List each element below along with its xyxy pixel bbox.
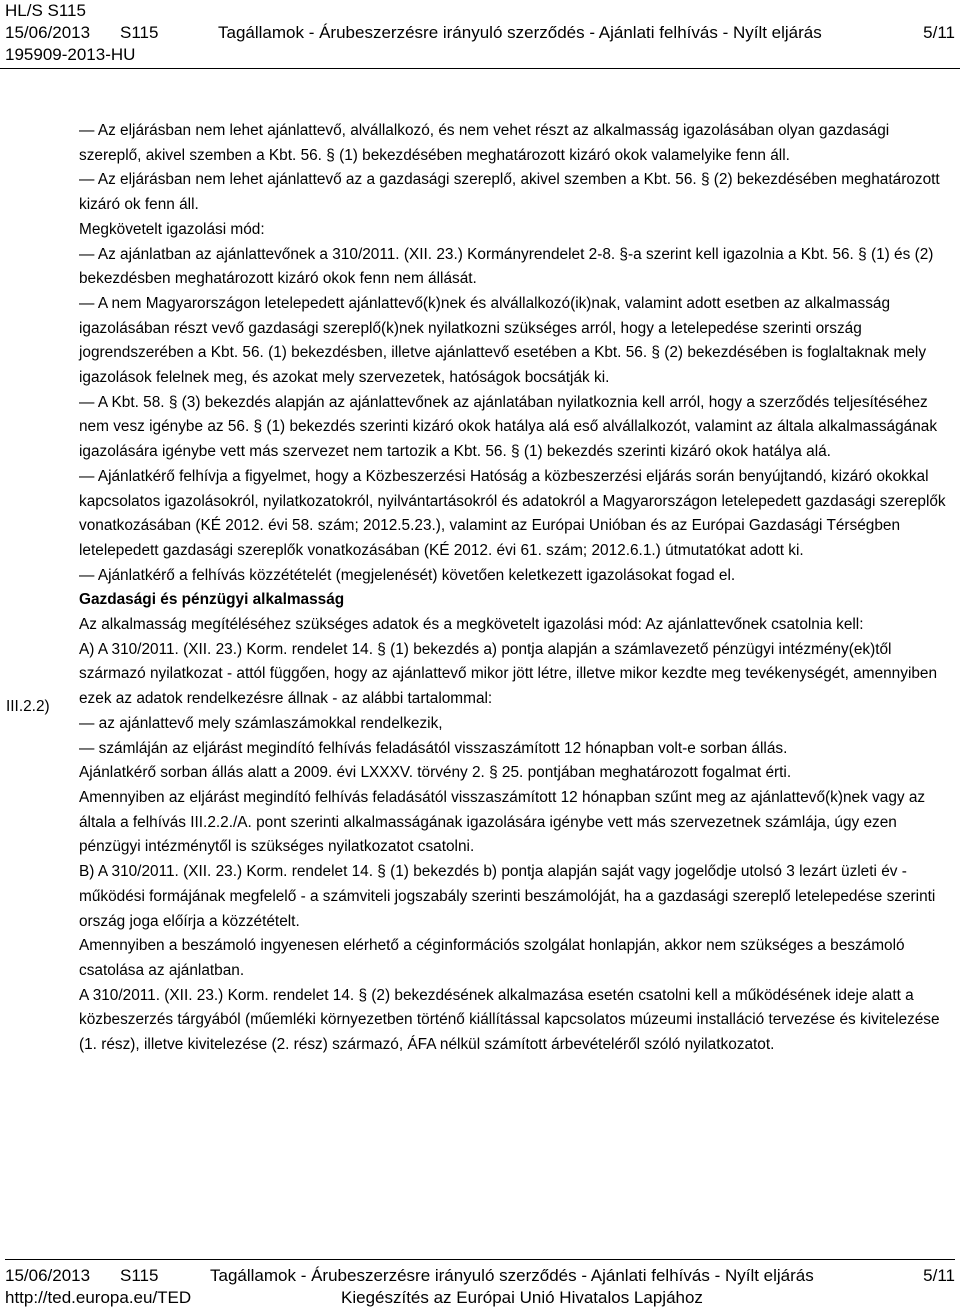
header-row xyxy=(5,22,955,44)
paragraph: — A nem Magyarországon letelepedett ajánlattevő(k)nek és alvállalkozó(ik)nak, valamint adott esetben az alkalmasság igazolásában részt vevő gazdasági szereplő(k)nek nyilatkozni szükséges arról, hogy a letelepedése szerinti ország jogrendszerében a Kbt. 56. (1) bekezdésben, illetve ajánlattevő esetében a Kbt. 56. § (2) bekezdésében is foglaltaknak mely igazolások felelnek meg, és azokat mely szervezetek, hatóságok bocsátják ki. xyxy=(79,294,927,387)
paragraph: — A Kbt. 58. § (3) bekezdés alapján az ajánlattevőnek az ajánlatában nyilatkoznia kell arról, hogy a szerződés teljesítéséhez nem vesz igénybe az 56. § (1) bekezdés szerinti kizáró okok hatálya alá eső alvállalkozót, valamint az általa alkalmasságának igazolására igénybe vett más szervezet nem tartozik a Kbt. 56. § (1) bekezdés szerinti kizáró okok hatálya alá. xyxy=(79,393,938,461)
main-content xyxy=(79,119,948,1058)
header-doc-id: 195909-2013-HU xyxy=(5,45,136,64)
section-heading: Gazdasági és pénzügyi alkalmasság xyxy=(79,591,345,609)
paragraph: Amennyiben az eljárást megindító felhívás feladásától visszaszámított 12 hónapban szűnt meg az ajánlattevő(k)nek vagy az általa a felhívás III.2.2./A. pont szerinti alkalmasságának igazolására igénybe vett más szervezetnek számlája, úgy ezen pénzügyi intézménytől is szükséges nyilatkozatot csatolni. xyxy=(79,788,926,856)
paragraph: — számláján az eljárást megindító felhívás feladásától visszaszámított 12 hónapban volt-e sorban állás. xyxy=(79,739,788,757)
page-header xyxy=(5,0,955,66)
footer-divider xyxy=(5,1259,955,1260)
header-page-number: 5/11 xyxy=(923,23,955,42)
footer-date: 15/06/2013 xyxy=(5,1266,91,1285)
paragraph: A) A 310/2011. (XII. 23.) Korm. rendelet 14. § (1) bekezdés a) pontja alapján a számlavezető pénzügyi intézmény(ek)től származó nyilatkozat - attól függően, hogy az ajánlattevő mikor jött létre, illetve mikor kezdte meg tevékenységét, amennyiben ezek az adatok rendelkezésre állnak - az alábbi tartalommal: xyxy=(79,640,938,708)
header-divider xyxy=(0,68,960,69)
header-date: 15/06/2013 xyxy=(5,23,91,42)
paragraph: — az ajánlattevő mely számlaszámokkal rendelkezik, xyxy=(79,714,443,732)
paragraph: — Az ajánlatban az ajánlattevőnek a 310/2011. (XII. 23.) Kormányrendelet 2-8. §-a szerint kell igazolnia a Kbt. 56. § (1) és (2) bekezdésben meghatározott kizáró okok fenn nem állását. xyxy=(79,245,934,288)
paragraph: Az alkalmasság megítéléséhez szükséges adatok és a megkövetelt igazolási mód: Az ajánlattevőnek csatolnia kell: xyxy=(79,616,864,634)
footer-url-link[interactable]: http://ted.europa.eu/TED xyxy=(5,1288,192,1307)
header-title: Tagállamok - Árubeszerzésre irányuló szerződés - Ajánlati felhívás - Nyílt eljárás xyxy=(218,23,822,42)
page-footer xyxy=(5,1265,955,1309)
paragraph: A 310/2011. (XII. 23.) Korm. rendelet 14. § (2) bekezdésének alkalmazása esetén csatolni kell a működésének ideje alatt a közbeszerzés tárgyából (műemléki környezetben történő kiállítással kapcsolatos múzeumi installáció tervezése és kivitelezése (1. rész), illetve kivitelezése (2. rész) származó, ÁFA nélkül számított árbevételéről szóló nyilatkozatot. xyxy=(79,986,940,1054)
header-series: HL/S S115 xyxy=(5,1,86,20)
paragraph: B) A 310/2011. (XII. 23.) Korm. rendelet 14. § (1) bekezdés b) pontja alapján saját vagy jogelődje utolsó 3 lezárt üzleti év - működési formájának megfelelő - a számviteli jogszabály szerinti beszámolóját, ha a gazdasági szereplő letelepedése szerinti ország joga előírja a közzétételt. xyxy=(79,863,936,930)
paragraph: — Ajánlatkérő a felhívás közzétételét (megjelenését) követően keletkezett igazolásokat fogad el. xyxy=(79,566,736,584)
paragraph: Ajánlatkérő sorban állás alatt a 2009. évi LXXXV. törvény 2. § 25. pontjában meghatározott fogalmat érti. xyxy=(79,764,792,782)
footer-publisher: Kiegészítés az Európai Unió Hivatalos Lapjához xyxy=(341,1288,703,1307)
paragraph: Amennyiben a beszámoló ingyenesen elérhető a céginformációs szolgálat honlapján, akkor nem szükséges a beszámoló csatolása az ajánlatban. xyxy=(79,937,905,979)
footer-issue: S115 xyxy=(120,1266,159,1285)
footer-page-number: 5/11 xyxy=(923,1266,955,1285)
footer-row xyxy=(5,1265,955,1287)
paragraph: — Ajánlatkérő felhívja a figyelmet, hogy a Közbeszerzési Hatóság a közbeszerzési eljárás során benyújtandó, kizáró okokkal kapcsolatos igazolásokról, nyilatkozatokról, nyilvántartásokról és adatokról a Magyarországon letelepedett gazdasági szereplők vonatkozásában (KÉ 2012. évi 58. szám; 2012.5.23.), valamint az Európai Unióban és az Európai Gazdasági Térségben letelepedett gazdasági szereplők vonatkozásában (KÉ 2012. évi 61. szám; 2012.6.1.) útmutatókat adott ki. xyxy=(79,467,946,559)
header-issue: S115 xyxy=(120,23,159,42)
paragraph: — Az eljárásban nem lehet ajánlattevő az a gazdasági szereplő, akivel szemben a Kbt. 56. § (2) bekezdésében meghatározott kizáró ok fenn áll. xyxy=(79,171,940,214)
footer-row-2 xyxy=(5,1287,955,1309)
paragraph: — Az eljárásban nem lehet ajánlattevő, alvállalkozó, és nem vehet részt az alkalmasság igazolásában olyan gazdasági szereplő, akivel szemben a Kbt. 56. § (1) bekezdésében meghatározott kizáró okok valamelyike fenn áll. xyxy=(79,122,890,164)
section-number: III.2.2) xyxy=(6,698,50,715)
paragraph: Megkövetelt igazolási mód: xyxy=(79,220,265,238)
footer-title: Tagállamok - Árubeszerzésre irányuló szerződés - Ajánlati felhívás - Nyílt eljárás xyxy=(210,1266,814,1285)
